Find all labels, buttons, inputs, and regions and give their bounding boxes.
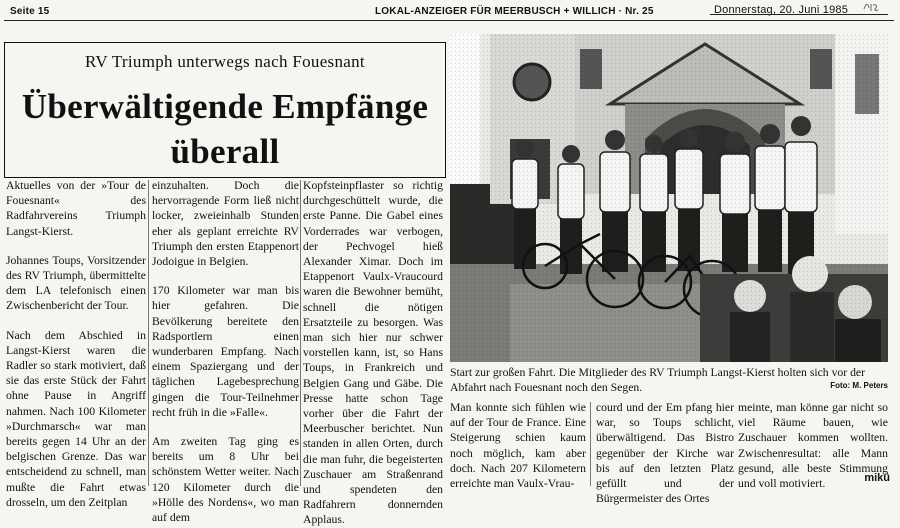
paragraph: Am zweiten Tag ging es bereits um 8 Uhr bei schönstem Wetter weiter. Nach 120 Kilometer durch die »Hölle des Nordens«, wo man auf dem — [152, 435, 299, 525]
paragraph: Nach dem Abschied in Langst-Kierst waren die Radler so stark motiviert, daß sie das erste Stück der Fahrt ohne Pause in Angriff nahmen. Nach 100 Kilometer »Durchmarsch« war man bereits gegen 14 Uhr an der belgischen Grenze. Das war entscheidend zu schnell, man mußte die Fahrt etwas drosseln, um den Zeitplan — [6, 328, 146, 509]
masthead-rule — [4, 20, 894, 21]
paragraph: Johannes Toups, Vorsitzender des RV Triumph, übermittelte dem LA telefonisch einen Zwischenbericht der Tour. — [6, 253, 146, 313]
article-column-6: meinte, man könne gar nicht so viel Räume bauen, wie Zuschauer kommen wollten. Zwischenresultat: alle Mann gesund, alle beste Stimmung und voll motiviert. — [738, 401, 888, 491]
date-rule — [710, 14, 888, 15]
article-headline — [4, 84, 446, 174]
paragraph: Aktuelles von der »Tour de Fouesnant« des Radfahrvereins Triumph Langst-Kierst. — [6, 179, 146, 238]
paragraph: Kopfsteinpflaster so richtig durchgeschüttelt wurde, die erste Panne. Die Gabel eines Vorderrades war verbogen, der Pechvogel hieß Alexander Ximar. Doch im Etappenort Vaulx-Vraucourd waren die Bewohner bemüht, schnell die nötigen Ersatzteile zu besorgen. Was man sich hier nur schwer vorstellen kann, ist, so Hans Toups, in Frankreich und Belgien Gang und Gäbe. Die Presse hatte schon Tage vorher über die Fahrt der Meerbuscher berichtet. Nun standen in allen Orten, durch die man fuhr, die begeisterten Zuschauer am Straßenrand und spendeten den Radfahrern donnernden Applaus. — [303, 179, 443, 527]
cyclists-church-photo — [450, 34, 888, 362]
photo-caption: Start zur großen Fahrt. Die Mitglieder des RV Triumph Langst-Kierst holten sich vor der Abfahrt nach Fouesnant noch den Segen. — [450, 366, 865, 394]
article-column-1 — [6, 178, 146, 510]
column-rule — [590, 402, 591, 486]
article-column-5: courd und der Em pfang hier war, so Toups schlicht, überwältigend. Das Bistro gegenüber der Kirche war bis auf den letzten Platz gefüllt und der Bürgermeister des Ortes — [596, 401, 734, 506]
article-column-4: Man konnte sich fühlen wie auf der Tour de France. Eine Steigerung schien kaum noch möglich, kam aber doch. Nach 207 Kilometern erreichte man Vaulx-Vrau- — [450, 401, 586, 491]
handwritten-mark-icon — [862, 1, 880, 13]
headline-line-1: Überwältigende Empfänge — [21, 87, 429, 126]
page-number: Seite 15 — [10, 6, 50, 17]
article-kicker: RV Triumph unterwegs nach Fouesnant — [85, 52, 365, 71]
column-rule — [300, 180, 301, 486]
article-column-2 — [152, 178, 299, 525]
headline-line-2: überall — [170, 132, 280, 171]
column-rule — [148, 180, 149, 486]
paragraph: 170 Kilometer war man bis hier gefahren. Die Bevölkerung bereitete den Radsportlern einen wunderbaren Empfang. Nach einem Spaziergang und der täglichen Lagebesprechung gingen die Tour-Teilnehmer recht früh in die »Falle«. — [152, 284, 299, 419]
newspaper-name: LOKAL-ANZEIGER FÜR MEERBUSCH + WILLICH · Nr. 25 — [375, 6, 654, 17]
paragraph: einzuhalten. Doch die hervorragende Form ließ nicht locker, zweieinhalb Stunden eher als geplant erreichte RV Triumph den ersten Etappenort Jodoigue in Belgien. — [152, 179, 299, 269]
article-photo — [450, 34, 888, 362]
author-signature: mikü — [864, 472, 890, 484]
photo-credit: Foto: M. Peters — [830, 381, 888, 390]
article-column-3 — [303, 178, 443, 528]
issue-date: Donnerstag, 20. Juni 1985 — [714, 4, 849, 16]
